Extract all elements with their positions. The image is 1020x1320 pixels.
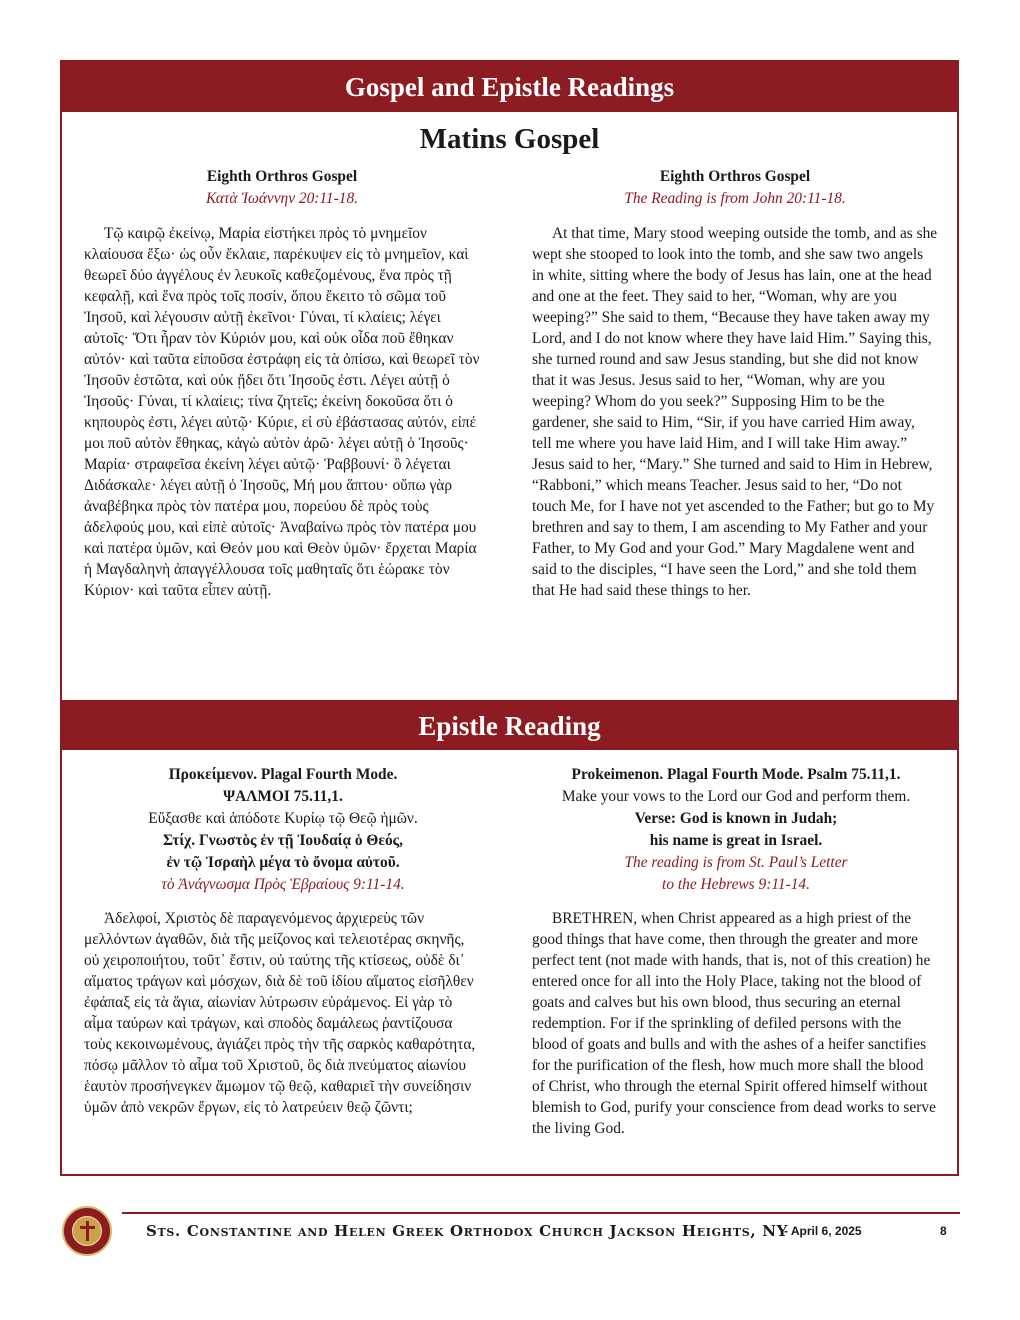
- greek-epistle-column: [84, 764, 482, 1118]
- page-footer: [58, 1192, 963, 1276]
- english-prokeimenon: Prokeimenon. Plagal Fourth Mode. Psalm 75.11,1.: [571, 766, 901, 783]
- gospel-section: [60, 60, 959, 702]
- greek-stich-2: ἐν τῷ Ἰσραὴλ μέγα τὸ ὄνομα αὐτοῦ.: [166, 854, 400, 871]
- greek-epistle-reference: τὸ Ἀνάγνωσμα Πρὸς Ἑβραίους 9:11-14.: [161, 876, 405, 893]
- english-epistle-column: [532, 764, 940, 1139]
- greek-psalm: ΨΑΛΜΟΙ 75.11,1.: [223, 788, 343, 805]
- english-epistle-reference-1: The reading is from St. Paul’s Letter: [624, 854, 848, 871]
- greek-gospel-column: [84, 166, 480, 601]
- footer-divider: [122, 1212, 960, 1214]
- english-prokeimenon-block: [532, 764, 940, 896]
- matins-gospel-heading: Matins Gospel: [419, 123, 600, 155]
- english-gospel-reference: The Reading is from John 20:11-18.: [624, 190, 846, 207]
- greek-stich-1: Στίχ. Γνωστὸς ἐν τῇ Ἰουδαίᾳ ὁ Θεός,: [162, 832, 404, 849]
- greek-prokeimenon-block: [84, 764, 482, 896]
- church-seal-icon: [62, 1206, 112, 1256]
- greek-verse: Εὔξασθε καὶ ἀπόδοτε Κυρίῳ τῷ Θεῷ ἡμῶν.: [148, 810, 418, 827]
- church-name: Sts. Constantine and Helen Greek Orthodox Church Jackson Heights, NY: [146, 1222, 789, 1240]
- english-stich-2: his name is great in Israel.: [649, 832, 823, 849]
- epistle-banner: Epistle Reading: [62, 702, 957, 750]
- english-stich-1: Verse: God is known in Judah;: [634, 810, 838, 827]
- english-gospel-column: [532, 166, 938, 601]
- epistle-section: [60, 702, 959, 1176]
- english-verse: Make your vows to the Lord our God and perform them.: [561, 788, 911, 805]
- greek-gospel-reference: Κατὰ Ἰωάννην 20:11-18.: [205, 190, 358, 207]
- greek-prokeimenon: Προκείμενον. Plagal Fourth Mode.: [168, 766, 398, 783]
- cross-icon: [72, 1216, 102, 1246]
- greek-epistle-text: Ἀδελφοί, Χριστὸς δὲ παραγενόμενος ἀρχιερεὺς τῶν μελλόντων ἀγαθῶν, διὰ τῆς μείζονος καὶ τελειοτέρας σκηνῆς, οὐ χειροποιήτου, τοῦτ᾽ ἔστιν, οὐ ταύτης τῆς κτίσεως, οὐδὲ δι᾽ αἵματος τράγων καὶ μόσχων, διὰ δὲ τοῦ ἰδίου αἵματος εἰσῆλθεν ἐφάπαξ εἰς τὰ ἅγια, αἰωνίαν λύτρωσιν εὑράμενος. Εἰ γὰρ τὸ αἷμα ταύρων καὶ τράγων, καὶ σποδὸς δαμάλεως ῥαντίζουσα τοὺς κεκοινωμένους, ἁγιάζει πρὸς τὴν τῆς σαρκὸς καθαρότητα, πόσῳ μᾶλλον τὸ αἷμα τοῦ Χριστοῦ, ὃς διὰ πνεύματος αἰωνίου ἑαυτὸν προσήνεγκεν ἄμωμον τῷ θεῷ, καθαριεῖ τὴν συνείδησιν ὑμῶν ἀπὸ νεκρῶν ἔργων, εἰς τὸ λατρεύειν θεῷ ζῶντι;: [84, 910, 476, 1116]
- section-banner: Gospel and Epistle Readings: [62, 62, 957, 112]
- english-epistle-text: BRETHREN, when Christ appeared as a high priest of the good things that have come, then through the greater and more perfect tent (not made with hands, that is, not of this creation) he entered once for all into the Holy Place, taking not the blood of goats and calves but his own blood, thus securing an eternal redemption. For if the sprinkling of defiled persons with the blood of goats and bulls and with the ashes of a heifer sanctifies for the purification of the flesh, how much more shall the blood of Christ, who through the eternal Spirit offered himself without blemish to God, purify your conscience from dead works to serve the living God.: [532, 910, 936, 1137]
- greek-gospel-title: Eighth Orthros Gospel: [206, 168, 358, 185]
- page-number: 8: [940, 1224, 947, 1238]
- english-gospel-title: Eighth Orthros Gospel: [659, 168, 811, 185]
- greek-gospel-text: Τῷ καιρῷ ἐκείνῳ, Μαρία εἱστήκει πρὸς τὸ μνημεῖον κλαίουσα ἔξω· ὡς οὖν ἔκλαιε, παρέκυψεν εἰς τὸ μνημεῖον, καὶ θεωρεῖ δύο ἀγγέλους ἐν λευκοῖς καθεζομένους, ἕνα πρὸς τῇ κεφαλῇ, καὶ ἕνα πρὸς τοῖς ποσίν, ὅπου ἔκειτο τὸ σῶμα τοῦ Ἰησοῦ, καὶ λέγουσιν αὐτῇ ἐκεῖνοι· Γύναι, τί κλαίεις; λέγει αὐτοῖς· Ὅτι ἦραν τὸν Κύριόν μου, καὶ οὐκ οἶδα ποῦ ἔθηκαν αὐτόν· καὶ ταῦτα εἰποῦσα ἐστράφη εἰς τὰ ὀπίσω, καὶ θεωρεῖ τὸν Ἰησοῦν ἑστῶτα, καὶ οὐκ ᾔδει ὅτι Ἰησοῦς ἐστι. Λέγει αὐτῇ ὁ Ἰησοῦς· Γύναι, τί κλαίεις; τίνα ζητεῖς; ἐκείνη δοκοῦσα ὅτι ὁ κηπουρὸς ἐστι, λέγει αὐτῷ· Κύριε, εἰ σὺ ἐβάστασας αὐτόν, εἰπέ μοι ποῦ αὐτὸν ἔθηκας, κἀγὼ αὐτὸν ἀρῶ· λέγει αὐτῇ ὁ Ἰησοῦς· Μαρία· στραφεῖσα ἐκείνη λέγει αὐτῷ· Ῥαββουνί· ὃ λέγεται Διδάσκαλε· λέγει αὐτῇ ὁ Ἰησοῦς, Μή μου ἅπτου· οὔπω γὰρ ἀναβέβηκα πρὸς τὸν πατέρα μου, πορεύου δὲ πρὸς τοὺς ἀδελφούς μου, καὶ εἰπὲ αὐτοῖς· Ἀναβαίνω πρὸς τὸν πατέρα μου καὶ πατέρα ὑμῶν, καὶ Θεόν μου καὶ Θεὸν ὑμῶν· ἔρχεται Μαρία ἡ Μαγδαληνὴ ἀπαγγέλλουσα τοῖς μαθηταῖς ὅτι ἑώρακε τὸν Κύριον· καὶ ταῦτα εἶπεν αὐτῇ.: [84, 225, 480, 599]
- english-epistle-reference-2: to the Hebrews 9:11-14.: [662, 876, 810, 893]
- english-gospel-text: At that time, Mary stood weeping outside the tomb, and as she wept she stooped to look into the tomb, and she saw two angels in white, sitting where the body of Jesus has lain, one at the head and one at the feet. They said to her, “Woman, why are you weeping?” She said to them, “Because they have taken away my Lord, and I do not know where they have laid Him.” Saying this, she turned round and saw Jesus standing, but she did not know that it was Jesus. Jesus said to her, “Woman, why are you weeping? Whom do you seek?” Supposing Him to be the gardener, she said to Him, “Sir, if you have carried Him away, tell me where you have laid Him, and I will take Him away.” Jesus said to her, “Mary.” She turned and said to Him in Hebrew, “Rabboni,” which means Teacher. Jesus said to her, “Do not touch Me, for I have not yet ascended to the Father; but go to My brethren and say to them, I am ascending to My Father and your Father, to My God and your God.” Mary Magdalene went and said to the disciples, “I have seen the Lord,” and she told them that He had said these things to her.: [532, 225, 938, 599]
- footer-date: - April 6, 2025: [784, 1224, 862, 1238]
